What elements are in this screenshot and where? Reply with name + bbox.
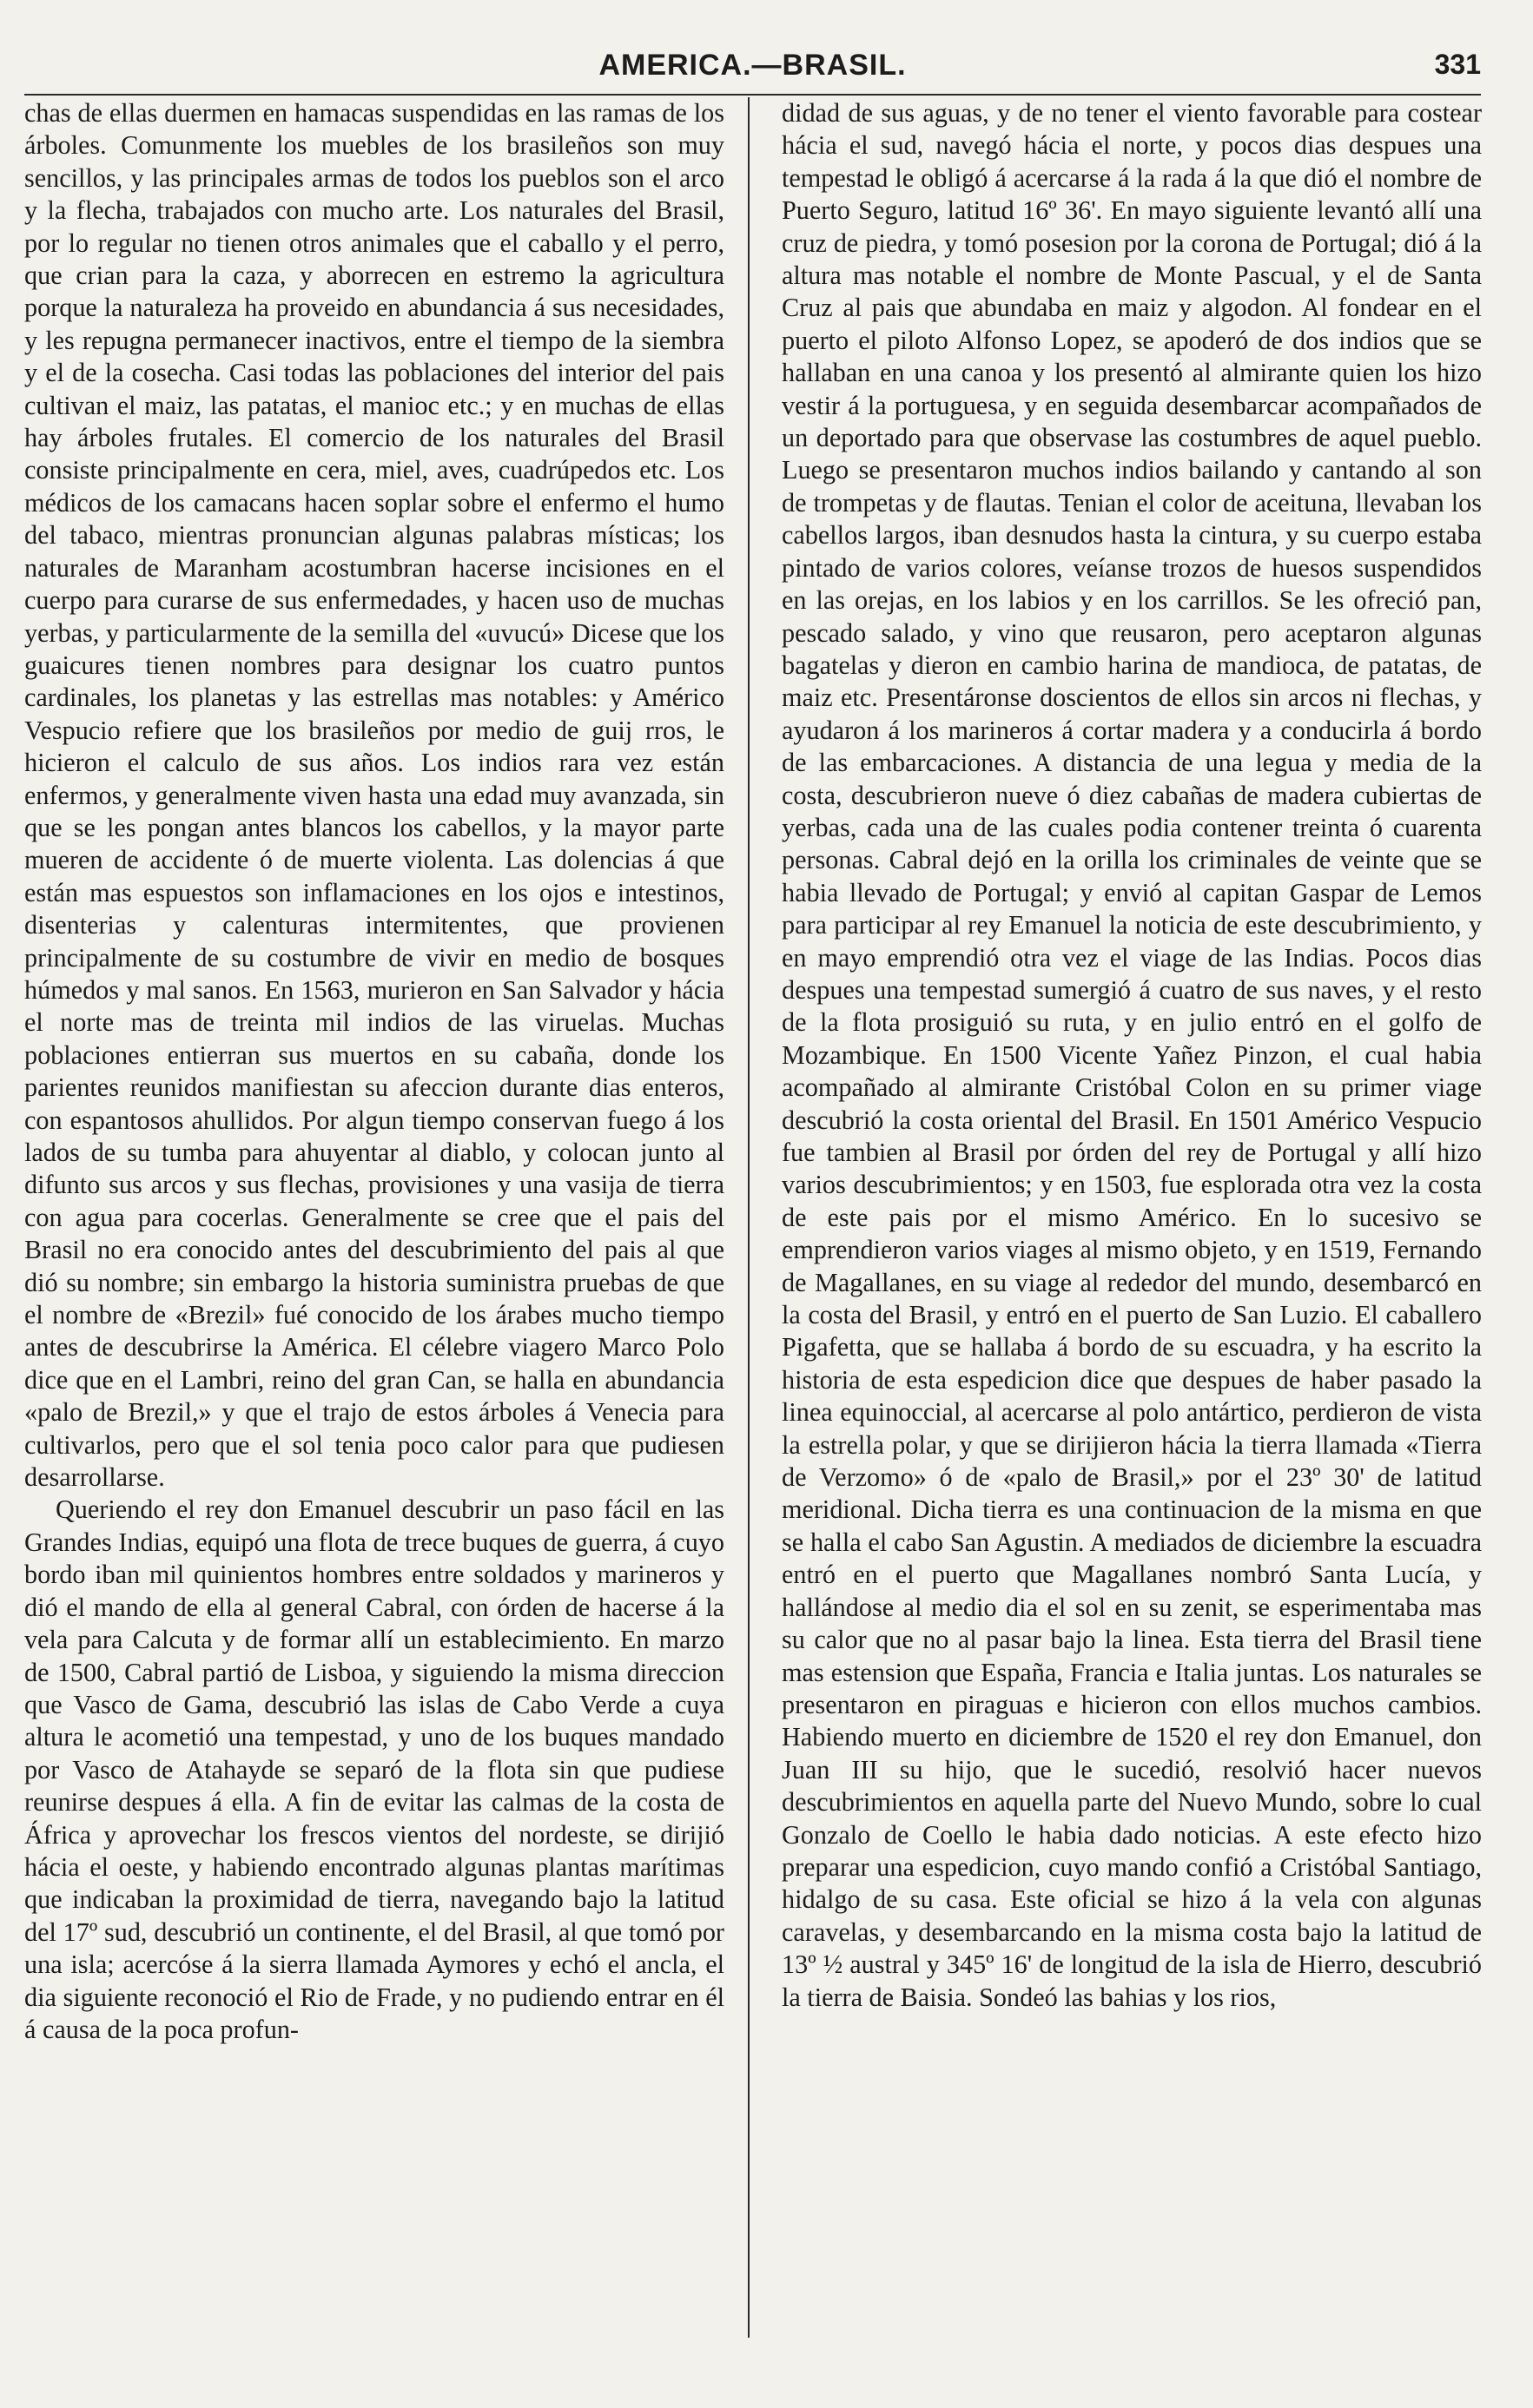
right-column bbox=[782, 97, 1482, 2014]
page-number: 331 bbox=[1434, 49, 1481, 80]
left-column bbox=[24, 97, 724, 2046]
page-header bbox=[24, 42, 1481, 96]
left-paragraph-1: chas de ellas duermen en hamacas suspendidas en las ramas de los árboles. Comunmente los muebles de los brasileños son muy sencillos, y las principales armas de todos los pueblos son el arco y la flecha, trabajados con mucho arte. Los naturales del Brasil, por lo regular no tienen otros animales que el caballo y el perro, que crian para la caza, y aborrecen en estremo la agricultura porque la naturaleza ha proveido en abundancia á sus necesidades, y les repugna permanecer inactivos, entre el tiempo de la siembra y el de la cosecha. Casi todas las poblaciones del interior del pais cultivan el maiz, las patatas, el manioc etc.; y en muchas de ellas hay árboles frutales. El comercio de los naturales del Brasil consiste principalmente en cera, miel, aves, cuadrúpedos etc. Los médicos de los camacans hacen soplar sobre el enfermo el humo del tabaco, mientras pronuncian algunas palabras místicas; los naturales de Maranham acostumbran hacerse incisiones en el cuerpo para curarse de sus enfermedades, y hacen uso de muchas yerbas, y particularmente de la semilla del «uvucú» Dicese que los guaicures tienen nombres para designar los cuatro puntos cardinales, los planetas y las estrellas mas notables: y Américo Vespucio refiere que los brasileños por medio de guij rros, le hicieron el calculo de sus años. Los indios rara vez están enfermos, y generalmente viven hasta una edad muy avanzada, sin que se les pongan antes blancos los cabellos, y la mayor parte mueren de accidente ó de muerte violenta. Las dolencias á que están mas espuestos son inflamaciones en los ojos e intestinos, disenterias y calenturas intermitentes, que provienen principalmente de su costumbre de vivir en medio de bosques húmedos y mal sanos. En 1563, murieron en San Salvador y hácia el norte mas de treinta mil indios de las viruelas. Muchas poblaciones entierran sus muertos en su cabaña, donde los parientes reunidos manifiestan su afeccion durante dias enteros, con espantosos ahullidos. Por algun tiempo conservan fuego á los lados de su tumba para ahuyentar al diablo, y colocan junto al difunto sus arcos y sus flechas, provisiones y una vasija de tierra con agua para cocerlas. Generalmente se cree que el pais del Brasil no era conocido antes del descubrimiento del pais al que dió su nombre; sin embargo la historia suministra pruebas de que el nombre de «Brezil» fué conocido de los árabes mucho tiempo antes de descubrirse la América. El célebre viagero Marco Polo dice que en el Lambri, reino del gran Can, se halla en abundancia «palo de Brezil,» y que el trajo de estos árboles á Venecia para cultivarlos, pero que el sol tenia poco calor para que pudiesen desarrollarse. bbox=[24, 98, 724, 1493]
column-divider bbox=[748, 97, 750, 2338]
text-columns bbox=[24, 97, 1481, 2373]
running-head: AMERICA.—BRASIL. bbox=[598, 49, 907, 82]
left-paragraph-2: Queriendo el rey don Emanuel descubrir un paso fácil en las Grandes Indias, equipó una flota de trece buques de guerra, á cuyo bordo iban mil quinientos hombres entre soldados y marineros y dió el mando de ella al general Cabral, con órden de hacerse á la vela para Calcuta y de formar allí un establecimiento. En marzo de 1500, Cabral partió de Lisboa, y siguiendo la misma direccion que Vasco de Gama, descubrió las islas de Cabo Verde a cuya altura le acometió una tempestad, y uno de los buques mandado por Vasco de Atahayde se separó de la flota sin que pudiese reunirse despues á ella. A fin de evitar las calmas de la costa de África y aprovechar los frescos vientos del nordeste, se dirijió hácia el oeste, y habiendo encontrado algunas plantas marítimas que indicaban la proximidad de tierra, navegando bajo la latitud del 17º sud, descubrió un continente, el del Brasil, al que tomó por una isla; acercóse á la sierra llamada Aymores y echó el ancla, el dia siguiente reconoció el Rio de Frade, y no pudiendo entrar en él á causa de la poca profun- bbox=[24, 1494, 724, 2044]
right-paragraph-1: didad de sus aguas, y de no tener el viento favorable para costear hácia el sud, navegó hácia el norte, y pocos dias despues una tempestad le obligó á acercarse á la rada á la que dió el nombre de Puerto Seguro, latitud 16º 36'. En mayo siguiente levantó allí una cruz de piedra, y tomó posesion por la corona de Portugal; dió á la altura mas notable el nombre de Monte Pascual, y el de Santa Cruz al pais que abundaba en maiz y algodon. Al fondear en el puerto el piloto Alfonso Lopez, se apoderó de dos indios que se hallaban en una canoa y los presentó al almirante quien los hizo vestir á la portuguesa, y en seguida desembarcar acompañados de un deportado para que observase las costumbres de aquel pueblo. Luego se presentaron muchos indios bailando y cantando al son de trompetas y de flautas. Tenian el color de aceituna, llevaban los cabellos largos, iban desnudos hasta la cintura, y su cuerpo estaba pintado de varios colores, veíanse trozos de huesos suspendidos en las orejas, en los labios y en los carrillos. Se les ofreció pan, pescado salado, y vino que reusaron, pero aceptaron algunas bagatelas y dieron en cambio harina de mandioca, de patatas, de maiz etc. Presentáronse doscientos de ellos sin arcos ni flechas, y ayudaron á los marineros á cortar madera y a conducirla á bordo de las embarcaciones. A distancia de una legua y media de la costa, descubrieron nueve ó diez cabañas de madera cubiertas de yerbas, cada una de las cuales podia contener treinta ó cuarenta personas. Cabral dejó en la orilla los criminales de veinte que se habia llevado de Portugal; y envió al capitan Gaspar de Lemos para participar al rey Emanuel la noticia de este descubrimiento, y en mayo emprendió otra vez el viage de las Indias. Pocos dias despues una tempestad sumergió á cuatro de sus naves, y el resto de la flota prosiguió su ruta, y en julio entró en el golfo de Mozambique. En 1500 Vicente Yañez Pinzon, el cual habia acompañado al almirante Cristóbal Colon en su primer viage descubrió la costa oriental del Brasil. En 1501 Américo Vespucio fue tambien al Brasil por órden del rey de Portugal y allí hizo varios descubrimientos; y en 1503, fue esplorada otra vez la costa de este pais por el mismo Américo. En lo sucesivo se emprendieron varios viages al mismo objeto, y en 1519, Fernando de Magallanes, en su viage al rededor del mundo, desembarcó en la costa del Brasil, y entró en el puerto de San Luzio. El caballero Pigafetta, que se hallaba á bordo de su escuadra, y ha escrito la historia de esta espedicion dice que despues de haber pasado la linea equinoccial, al acercarse al polo antártico, perdieron de vista la estrella polar, y que se dirijieron hácia la tierra llamada «Tierra de Verzomo» ó de «palo de Brasil,» por el 23º 30' de latitud meridional. Dicha tierra es una continuacion de la misma en que se halla el cabo San Agustin. A mediados de diciembre la escuadra entró en el puerto que Magallanes nombró Santa Lucía, y hallándose al medio dia el sol en su zenit, se esperimentaba mas su calor que no al pasar bajo la linea. Esta tierra del Brasil tiene mas estension que España, Francia e Italia juntas. Los naturales se presentaron en piraguas e hicieron con ellos muchos cambios. Habiendo muerto en diciembre de 1520 el rey don Emanuel, don Juan III su hijo, que le sucedió, resolvió hacer nuevos descubrimientos en aquella parte del Nuevo Mundo, sobre lo cual Gonzalo de Coello le habia dado noticias. A este efecto hizo preparar una espedicion, cuyo mando confió a Cristóbal Santiago, hidalgo de su casa. Este oficial se hizo á la vela con algunas caravelas, y desembarcando en la misma costa bajo la latitud de 13º ½ austral y 345º 16' de longitud de la isla de Hierro, descubrió la tierra de Baisia. Sondeó las bahias y los rios, bbox=[782, 98, 1482, 2012]
